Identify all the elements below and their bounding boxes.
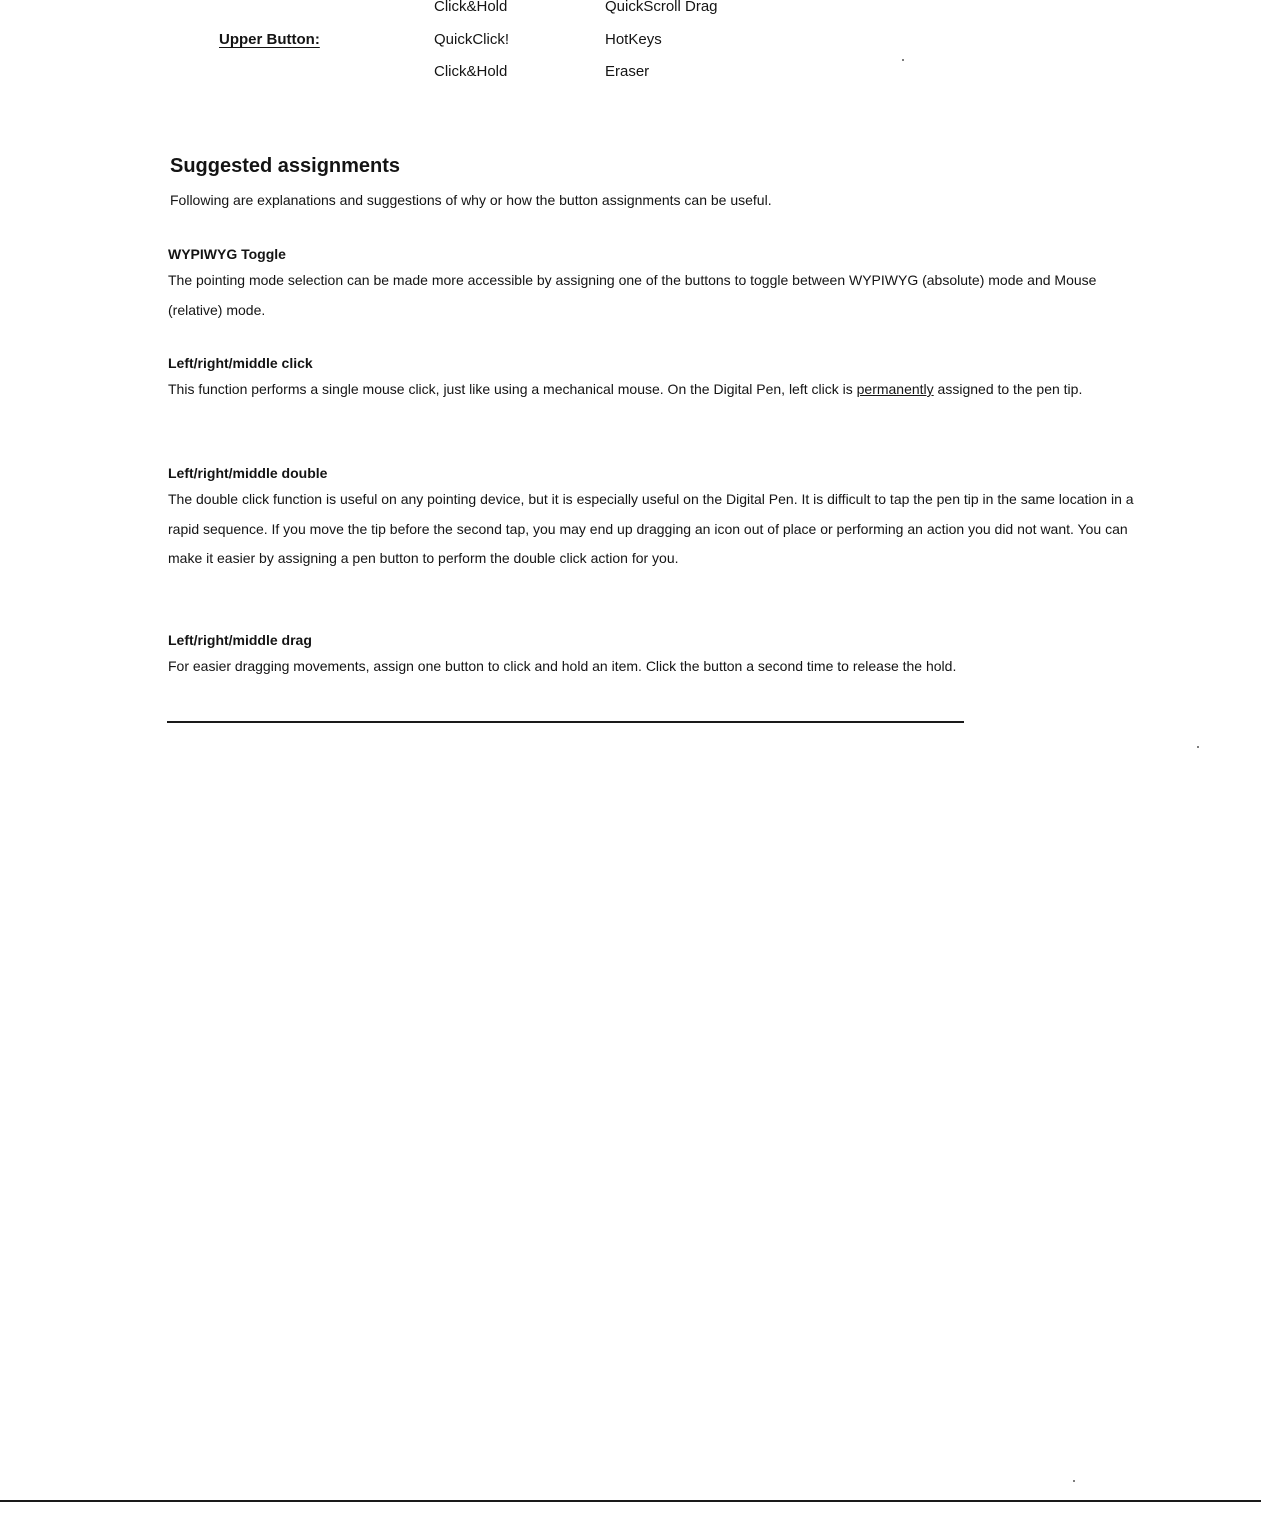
button-label: Upper Button: [219, 31, 320, 48]
entry-body [168, 375, 1143, 405]
entry-body-text: This function performs a single mouse click, just like using a mechanical mouse. On the Digital Pen, left click is [168, 381, 857, 397]
entry-double [168, 461, 1143, 574]
emphasis-text: permanently [856, 381, 934, 397]
assignment-cell: Eraser [605, 63, 650, 80]
action-cell: Click&Hold [434, 0, 508, 15]
table-row [0, 0, 1000, 19]
assignment-cell: HotKeys [605, 31, 662, 48]
action-cell: Click&Hold [434, 63, 508, 80]
entry-heading: Left/right/middle click [168, 355, 313, 371]
entry-body-text: assigned to the pen tip. [933, 381, 1083, 397]
entry-heading: WYPIWYG Toggle [168, 246, 286, 262]
page-bottom-rule [0, 1500, 1261, 1502]
entry-drag [168, 628, 1143, 682]
table-row [0, 28, 1000, 52]
assignment-cell: QuickScroll Drag [605, 0, 718, 15]
scan-speck [902, 59, 904, 61]
entry-heading: Left/right/middle double [168, 465, 328, 481]
entry-click [168, 351, 1143, 405]
action-cell: QuickClick! [434, 31, 510, 48]
entry-body: The pointing mode selection can be made more accessible by assigning one of the buttons to toggle between WYPIWYG (absolute) mode and Mouse (relative) mode. [168, 272, 1097, 318]
scan-speck [1073, 1480, 1075, 1482]
scan-speck [1197, 746, 1199, 748]
entry-heading: Left/right/middle drag [168, 632, 312, 648]
entry-wypiwyg-toggle [168, 242, 1143, 325]
table-row [0, 60, 1000, 84]
section-intro: Following are explanations and suggestions of why or how the button assignments can be useful. [170, 192, 772, 208]
section-title: Suggested assignments [170, 155, 401, 177]
entry-body: The double click function is useful on any pointing device, but it is especially useful on the Digital Pen. It is difficult to tap the pen tip in the same location in a rapid sequence. If you move the tip before the second tap, you may end up dragging an icon out of place or performing an action you did not want. You can make it easier by assigning a pen button to perform the double click action for you. [168, 491, 1134, 566]
entry-body: For easier dragging movements, assign one button to click and hold an item. Click the button a second time to release the hold. [168, 658, 957, 674]
section-divider [167, 721, 964, 723]
